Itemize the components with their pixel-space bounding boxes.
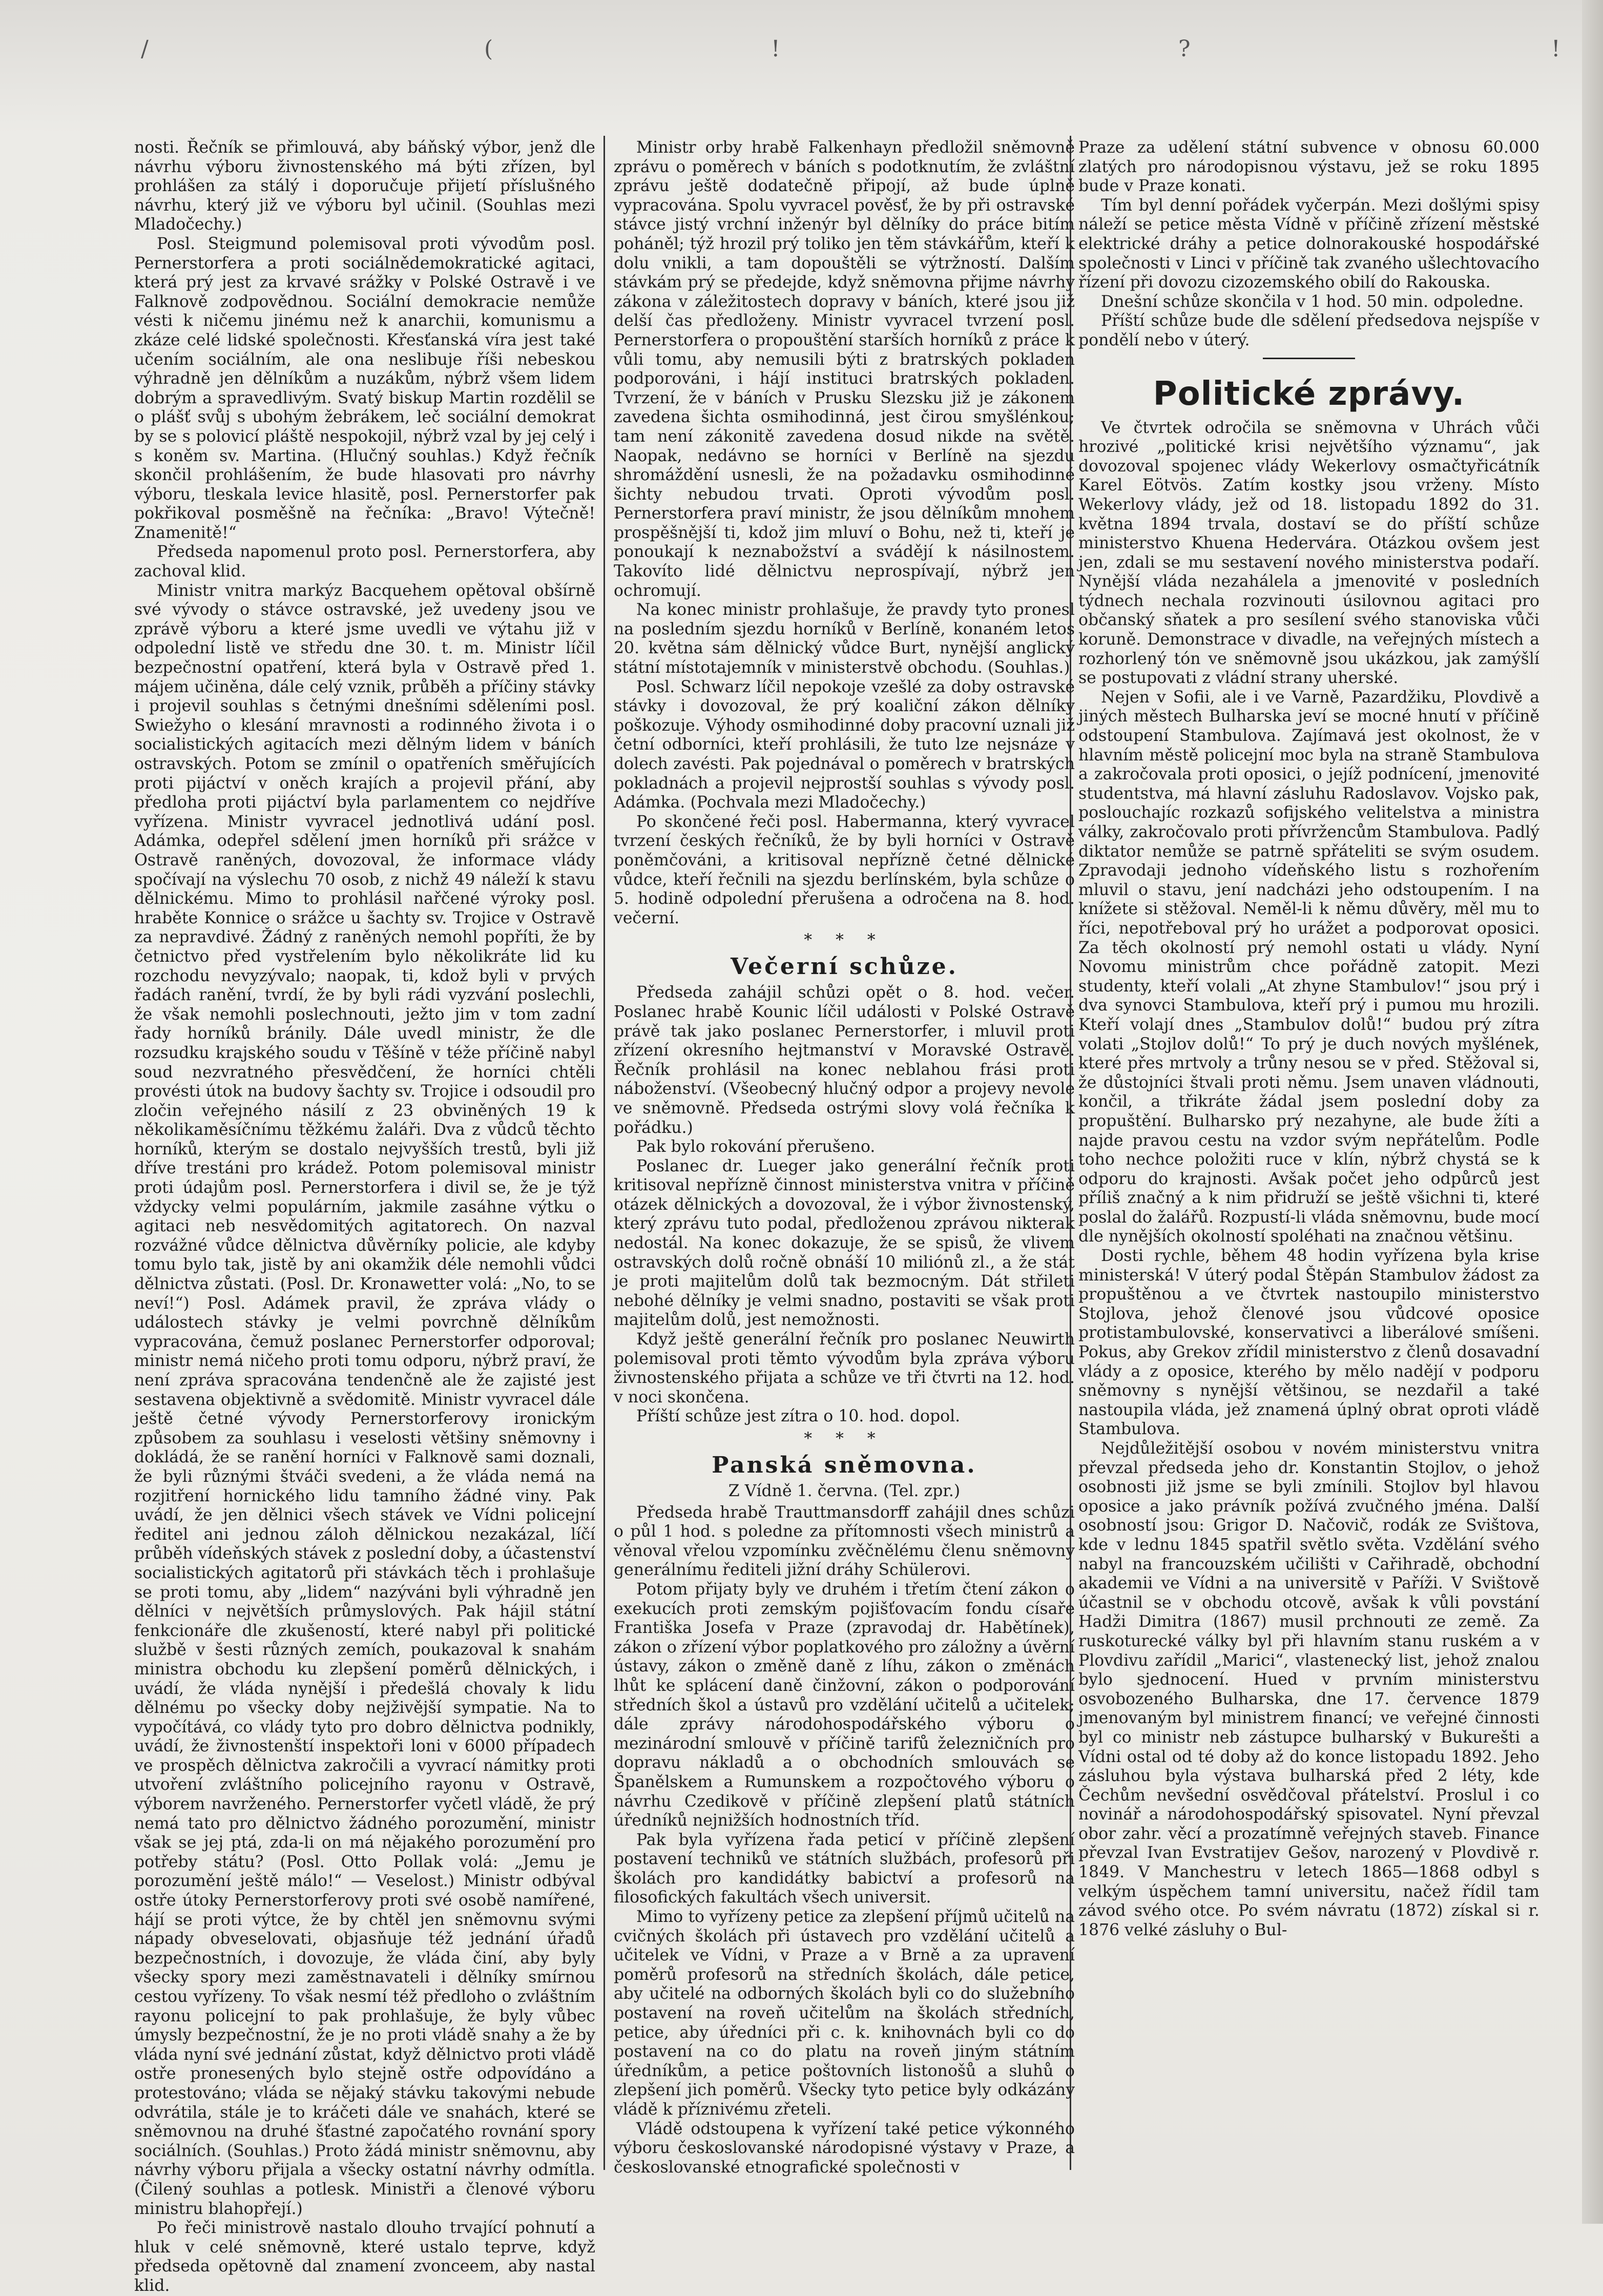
paragraph: Poslanec dr. Lueger jako generální řečník proti kritisoval nepřízně činnost ministerstva vnitra v příčině otázek dělnických a dovozoval, že i výbor živnostenský, který zprávu tuto podal, předloženou zprávou nikterak nedostál. Na konec dokazuje, že se spisů, že vlivem ostravských dolů ročně obnáší 10 miliónů zl., a že stát je proti majitelům dolů tak bezmocným. Dát střileti nebohé dělníky je velmi snadno, postaviti se však proti majitelům dolů, jest nemožnosti. — [614, 1156, 1075, 1330]
dateline: Z Vídně 1. června. (Tel. zpr.) — [728, 1482, 961, 1500]
paragraph: Tím byl denní pořádek vyčerpán. Mezi došlými spisy náleží se petice města Vídně v příčině zřízení městské elektrické dráhy a petice dolnorakouské hospodářské společnosti v Linci v příčině tak zvaného ušlechtovacího řízení při dovozu cizozemského obilí do Rakouska. — [1078, 196, 1539, 292]
column-rule — [603, 136, 605, 2170]
section-heading-panska: Panská sněmovna. — [712, 1452, 977, 1478]
paragraph: Posl. Steigmund polemisoval proti vývodům posl. Pernerstorfera a proti sociálnědemokratické agitaci, která prý jest za krvavé srážky v Polské Ostravě i ve Falknově zodpovědnou. Sociální demokracie nemůže vésti k ničemu jinému než k anarchii, komunismu a zkáze celé lidské společnosti. Křesťanská víra jest také učením sociálním, ale ona neslibuje říši nebeskou výhradně jen dělníkům a nuzákům, nýbrž všem lidem dobrým a spravedlivým. Svatý biskup Martin rozdělil se o plášť svůj s ubohým žebrákem, leč sociální demokrat by se s polovicí pláště nespokojil, nýbrž vzal by jej celý i s koněm sv. Martina. (Hlučný souhlas.) Když řečník skončil prohlášením, že bude hlasovati pro návrhy výboru, tleskala levice hlasitě, posl. Pernerstorfer pak pokřikoval posměšně na řečníka: „Bravo! Výtečně! Znamenitě!“ — [134, 234, 595, 542]
paragraph: nosti. Řečník se přimlouvá, aby báňský výbor, jenž dle návrhu výboru živnostenského má býti zřízen, byl prohlášen za stálý i doporučuje přijetí příslušného návrhu, který již ve výboru byl učinil. (Souhlas mezi Mladočechy.) — [134, 138, 595, 234]
section-heading-politicke: Politické zprávy. — [1153, 375, 1465, 413]
paragraph: Když ještě generální řečník pro poslanec Neuwirth polemisoval proti těmto vývodům byla zpráva výboru živnostenského přijata a schůze ve tři čtvrti na 12. hod. v noci skončena. — [614, 1330, 1075, 1406]
margin-mark: ? — [1178, 36, 1191, 62]
paragraph: Po skončené řeči posl. Habermanna, který vyvracel tvrzení českých řečníků, že by byli horníci v Ostravě poněmčováni, a kritisoval nepřízně četné dělnické vůdce, kteří řečnili na sjezdu berlínském, byla schůze o 5. hodině odpolední přerušena a odročena na 8. hod. večerní. — [614, 812, 1075, 927]
section-heading-vecerni: Večerní schůze. — [731, 954, 958, 980]
paragraph: Pak byla vyřízena řada peticí v příčině zlepšení postavení techniků ve státních službách, profesorů při školách pro kandidátky babictví a profesorů na filosofických fakultách všech universit. — [614, 1830, 1075, 1907]
paragraph: Posl. Schwarz líčil nepokoje vzešlé za doby ostravské stávky i dovozoval, že prý koaliční zákon dělníky poškozuje. Výhody osmihodinné doby pracovní uznali již četní odborníci, kteří prohlásili, že tuto lze nejsnáze v dolech zavésti. Pak pojednával o poměrech v bratrských pokladnách a projevil nejprostší souhlas s vývody posl. Adámka. (Pochvala mezi Mladočechy.) — [614, 677, 1075, 812]
paragraph: Příští schůze bude dle sdělení předsedova nejspíše v pondělí nebo v úterý. — [1078, 312, 1539, 349]
column-2 — [614, 138, 1075, 2177]
paragraph: Na konec ministr prohlašuje, že pravdy tyto pronesl na posledním sjezdu horníků v Berlíně, konaném letos 20. května sám dělnický vůdce Burt, nynější anglický státní místotajemník v ministerstvě obchodu. (Souhlas.) — [614, 601, 1075, 677]
paragraph: Ve čtvrtek odročila se sněmovna v Uhrách vůči hrozivé „politické krisi největšího významu“, jak dovozoval spojenec vlády Wekerlovy osmačtyřicátník Karel Eötvös. Zatím kostky jsou vrženy. Místo Wekerlovy vlády, jež od 18. listopadu 1892 do 31. května 1894 trvala, dostaví se do příští schůze ministerstvo Khuena Hedervára. Otázkou ovšem jest jen, zdali se mu sestavení nového ministerstva podaří. Nynější vláda nezahálela a jmenovité v posledních týdnech nechala rozvinouti úsilovnou agitaci pro občanský sňatek a pro sesílení svého stanoviska vůči koruně. Demonstrace v divadle, na veřejných místech a rozhorlený tón ve sněmovně jsou ukázkou, jak zamýšlí se postupovati z vládní strany uherské. — [1078, 418, 1539, 688]
margin-mark: ! — [1551, 36, 1560, 62]
paragraph: Předseda hrabě Trauttmansdorff zahájil dnes schůzi o půl 1 hod. s poledne za přítomnosti všech ministrů a věnoval vřelou vzpomínku zvěčnělému členu sněmovny generálnímu řediteli jižní dráhy Schülerovi. — [614, 1503, 1075, 1580]
paragraph: Dosti rychle, během 48 hodin vyřízena byla krise ministerská! V úterý podal Štěpán Stambulov žádost za propuštěnou a ve čtvrtek nastoupilo ministerstvo Stojlova, jehož členové jsou vůdcové oposice protistambulovské, konservativci a liberálové smíšeni. Pokus, aby Grekov zřídil ministerstvo z členů dosavadní vlády a z oposice, kterého by mělo nadějí v podporu sněmovny s nynější většinou, se nezdařil a také nastoupila vláda, jež znamená úplný obrat oproti vládě Stambulova. — [1078, 1247, 1539, 1439]
paragraph: Dnešní schůze skončila v 1 hod. 50 min. odpoledne. — [1101, 292, 1524, 311]
paragraph: Ministr vnitra markýz Bacquehem opětoval obšírně své vývody o stávce ostravské, jež uvedeny jsou ve zprávě výboru a které jsme uvedli ve výtahu již v odpolední listě ve středu dne 30. t. m. Ministr líčil bezpečnostní opatření, která byla v Ostravě před 1. májem učiněna, dále celý vznik, průběh a příčiny stávky i projevil souhlas s četnými dnešními sděleními posl. Swiežyho o klesání mravnosti a rodinného života i o socialistických agitacích mezi dělným lidem v báních ostravských. Potom se zmínil o opatřeních směřujících proti pijáctví v oněch krajích a projevil přání, aby předloha proti pijáctví byla parlamentem co nejdříve vyřízena. Ministr vyvracel jednotlivá udání posl. Adámka, odepřel sdělení jmen horníků při srážce v Ostravě raněných, dovozoval, že informace vlády spočívají na výslechu 70 osob, z nichž 49 náleží k stavu dělnickému. Mimo to prohlásil nařčené výroky posl. hraběte Konnice o srážce u šachty sv. Trojice v Ostravě za nepravdivé. Žádný z raněných nemohl popříti, že by četnictvo před vystřelením bylo několikráte lid ku rozchodu nevyzývalo; naopak, ti, kdož byli v prvých řadách ranění, tvrdí, že by byli rádi vyzvání poslechli, že však nemohli poslechnouti, ježto jim v tom zadní řady horníků bránily. Dále uvedl ministr, že dle rozsudku krajského soudu v Těšíně v téže příčině nabyl soud nezvratného přesvědčení, že horníci chtěli provésti útok na budovy šachty sv. Trojice i odsoudil pro zločin veřejného násilí z 23 obviněných 19 k několikaměsíčnímu těžkému žaláři. Dva z vůdců těchto horníků, kterým se dostalo nejvyšších trestů, byli již dříve trestáni pro krádež. Potom polemisoval ministr proti údajům posl. Pernerstorfera i divil se, že je týž vždycky velmi populárním, jakmile zasáhne výtku o agitaci neb nesvědomitých agitatorech. On nazval rozvážné vůdce dělnictva důvěrníky policie, ale kdyby tomu bylo tak, jistě by ani okamžik déle nemohli vůdci dělnictva zůstati. (Posl. Dr. Kronawetter volá: „No, to se neví!“) Posl. Adámek pravil, že zpráva vlády o událostech stávky je velmi povrchně dělníkům vypracována, čemuž poslanec Pernerstorfer odporoval; ministr nemá ničeho proti tomu odporu, nýbrž praví, že není zpráva spracována tendenčně ale že zajisté jest sestavena objektivně a svědomitě. Ministr vyvracel dále ještě četné vývody Pernerstorferovy ironickým způsobem za souhlasu i veselosti většiny sněmovny i dokládá, že se ranění horníci v Falknově sami doznali, že byli různými štváči svedeni, a že vláda nemá na rozjitření hornického lidu tamního žádné viny. Pak uvádí, že jen dělnici všech stávek ve Vídni policejní ředitel ani jednou záloh dělnickou nezakázal, líčí průběh vídeňských stávek z poslední doby, a účastenství socialistických agitatorů při stávkách těch i prohlašuje se proti tomu, aby „lidem“ nazýváni byli výhradně jen dělníci v největších průmyslových. Pak hájil státní fenkcionáře dle zkušeností, které nabyl při politické službě v šesti různých zemích, poukazoval k snahám ministra obchodu ku zlepšení poměrů dělnických, i uvádí, že vláda nynější i předešlá chovaly k lidu dělnému po všecky doby nejživější sympatie. Na to vypočítává, co vlády tyto pro dobro dělnictva podnikly, uvádí, že živnostenští inspektoři loni v 6000 případech ve prospěch dělnictva zakročili a vyvrací námitky proti utvoření zvláštního policejního rayonu v Ostravě, výborem navrženého. Pernerstorfer vyčetl vládě, že prý nemá tato pro dělnictvo žádného porozumění, ministr však se jej ptá, zda-li on má nějakého porozumění pro potřeby státu? (Posl. Otto Pollak volá: „Jemu je porozumění ještě málo!“ — Veselost.) Ministr odbýval ostře útoky Pernerstorferovy proti své osobě namířené, hájí se proti výtce, že by chtěl jen sněmovnu svými nápady obveselovati, objasňuje též jednání úřadů bezpečnostních, i dovozuje, že vláda činí, aby byly všecky spory mezi zaměstnavateli i dělníky smírnou cestou vyřízeny. To však nesmí též předloho o zvláštním rayonu policejní to pak prohlašuje, že byly vůbec úmysly bezpečnostní, že je no proti vládě snahy a že by vláda nyní své jednání zůstat, když dělnictvo proti vládě ostře pronesených bylo stejně ostře odpovídáno a protestováno; vláda se nějaký stávku takovými nebude odvrátila, stále je to kráčeti dále ve snahách, které se sněmovnou na druhé šťastné započatého rovnání spory sociálních. (Souhlas.) Proto žádá ministr sněmovnu, aby návrhy výboru přijala a všecky ostatní návrhy odmítla. (Čilený souhlas a potlesk. Ministři a členové výboru ministru blahopřejí.) — [134, 581, 595, 2218]
column-3 — [1078, 138, 1539, 2167]
margin-mark: ! — [771, 36, 780, 62]
paragraph: Vládě odstoupena k vyřízení také petice výkonného výboru českoslovanské národopisné výstavy v Praze, a českoslovanské etnografické společnosti v — [614, 2119, 1075, 2177]
page-edge-shadow — [1582, 0, 1603, 2224]
paragraph: Nejdůležitější osobou v novém ministerstvu vnitra převzal předseda jeho dr. Konstantin Stojlov, o jehož osobnosti již jsme se byli zmínili. Stojlov byl hlavou oposice a jako právník požívá zvučného jména. Další osobností jsou: Grigor D. Načovič, rodák ze Svištova, kde v lednu 1845 spatřil světlo světa. Vzdělání svého nabyl na francouzském učilišti v Cařihradě, obchodní akademii ve Vídni a na universitě v Paříži. V Svištově účastnil se v obchodu otcově, avšak k vůli povstání Hadži Dimitra (1867) musil prchnouti ze země. Za ruskoturecké války byl při hlavním stanu ruském a v Plovdivu zařídil „Marici“, vlastenecký list, jehož znalou bylo sjednocení. Hued v prvním ministerstvu osvobozeného Bulharska, dne 17. července 1879 jmenovaným byl ministrem financí; ve veřejné činnosti byl co ministr neb zástupce bulharský v Bukurešti a Vídni ostal od té doby až do konce listopadu 1892. Jeho zásluhou byla výstava bulharská před 2 léty, kde Čechům nevšední osvědčoval přátelství. Proslul i co novinář a národohospodářský spisovatel. Nyní převzal obor zahr. věcí a prozatímně veřejných staveb. Finance převzal Ivan Evstratijev Gešov, narozený v Plovdivě r. 1849. V Manchestru v letech 1865—1868 odbyl s velkým úspěchem tamní universitu, načež řídil tam závod svého otce. Po svém návratu (1872) získal si r. 1876 velké zásluhy o Bul- — [1078, 1439, 1539, 1939]
paragraph: Příští schůze jest zítra o 10. hod. dopol. — [636, 1407, 961, 1426]
paragraph: Nejen v Sofii, ale i ve Varně, Pazardžiku, Plovdivě a jiných městech Bulharska jeví se mocné hnutí v příčině odstoupení Stambulova. Zajímavá jest okolnost, že v hlavním městě policejní moc byla na straně Stambulova a zakročovala proti oposici, o jejíž podnícení, jmenovité studentstva, má hlavní zásluhu Radoslavov. Vojsko pak, poslouchajíc rozkazů sofijského velitelstva a ministra války, zakročovalo proti přívržencům Stambulova. Padlý diktator nemůže se patrně spřáteliti se svým osudem. Zpravodaji jednoho vídeňského listu s rozhořením mluvil o stavu, jení nadcházi jeho odstoupením. I na knížete si stěžoval. Neměl-li k němu důvěry, měl mu to říci, nepotřeboval prý ho urážet a podporovat oposici. Za těch okolností prý nemohl ostati u vlády. Nyní Novomu ministrům chce pořádně zatopit. Mezi studenty, kteří volali „At zhyne Stambulov!“ jsou prý i dva synovci Stambulova, kteří prý i pumou mu hrozili. Kteří volají dnes „Stambulov dolů!“ budou prý zítra volati „Stojlov dolů!“ To prý je duch nových myšlének, které přes mrtvoly a trůny nesou se v před. Stěžoval si, že důstojníci štvali proti němu. Jsem unaven vládnouti, končil, a třikráte žádal jsem poslední doby za propuštění. Bulharsko prý nezahyne, ale bude žíti a najde pravou cestu na vzdor svým nepřátelům. Podle toho nechce položiti ruce v klín, nýbrž chystá se k odporu do krajnosti. Avšak počet jeho odpůrců jest příliš značný a k nim přidruží se ještě všichni ti, které poslal do žalářů. Rozpustí-li vláda sněmovnu, bude mocí dle nynějších okolností spoléhati na značnou většinu. — [1078, 688, 1539, 1246]
paragraph: Potom přijaty byly ve druhém i třetím čtení zákon o exekucích proti zemským pojišťovacím fondu císaře Františka Josefa v Praze (zpravodaj dr. Habětínek), zákon o zřízení výbor poplatkového pro záložny a úvěrní ústavy, zákon o změně daně z líhu, zákon o změnách lhůt ke splácení daně činžovní, zákon o podporování středních škol a ústavů pro vzdělání učitelů a učitelek; dále zprávy národohospodářského výboru o mezinárodní smlouvě v příčině tarifů železničních pro dopravu nákladů a o obchodních smlouvách se Španělskem a Rumunskem a rozpočtového výboru o návrhu Czedikově v příčině zlepšení platů státních úředníků nejnižších hodnostních tříd. — [614, 1580, 1075, 1830]
section-rule — [1263, 358, 1355, 359]
paragraph: Ministr orby hrabě Falkenhayn předložil sněmovně zprávu o poměrech v báních s podotknutím, že zvláštní zprávu ještě dodatečně připojí, až bude úplně vypracována. Spolu vyvracel pověsť, že by při ostravské stávce jistý vrchní inženýr byl dělníky do práce bitím poháněl; týž hrozil prý toliko jen těm stávkářům, kteří k dolu vnikli, a tam dopouštěli se výtržností. Dalším stávkám prý se předejde, když sněmovna přijme návrhy zákona v záležitostech dopravy v báních, které jsou již delší čas předloženy. Ministr vyvracel tvrzení posl. Pernerstorfera o propouštění starších horníků z práce k vůli tomu, aby nemusili býti z bratrských pokladen podporováni, i hájí instituci bratrských pokladen. Tvrzení, že v báních v Prusku Slezsku již je zákonem zavedena šichta osmihodinná, jest čirou smyšlénkou; tam není zákonitě zavedena dosud nikde na světě. Naopak, nedávno se horníci v Berlíně na sjezdu shromáždění usnesli, že na požadavku osmihodinné šichty nebudou trvati. Oproti vývodům posl. Pernerstorfera praví ministr, že jsou dělníkům mnohem prospěšnější ti, kdož jim mluví o Bohu, než ti, kteří je ponoukají k neznabožství a svádějí k násilnostem. Takovíto lidé dělnictvu neprospívají, nýbrž jen ochromují. — [614, 138, 1075, 600]
paragraph: Předseda zahájil schůzi opět o 8. hod. večer. Poslanec hrabě Kounic líčil události v Polské Ostravě právě tak jako poslanec Pernerstorfer, i mluvil proti zřízení okresního hejtmanství v Moravské Ostravě. Řečník prohlásil na konec neblahou frási proti náboženství. (Všeobecný hlučný odpor a projevy nevole ve sněmovně. Předseda ostrými slovy volá řečníka k pořádku.) — [614, 983, 1075, 1137]
paragraph: Pak bylo rokování přerušeno. — [636, 1137, 876, 1156]
margin-mark: ( — [484, 36, 493, 62]
paragraph: Praze za udělení státní subvence v obnosu 60.000 zlatých pro národopisnou výstavu, jež se roku 1895 bude v Praze konati. — [1078, 138, 1539, 196]
margin-mark: / — [141, 36, 149, 62]
section-ornament: * * * — [804, 1430, 885, 1448]
paragraph: Předseda napomenul proto posl. Pernerstorfera, aby zachoval klid. — [134, 543, 595, 581]
section-ornament: * * * — [804, 931, 885, 950]
paragraph: Po řeči ministrově nastalo dlouho trvající pohnutí a hluk v celé sněmovně, které ustalo teprve, když předseda opětovně dal znamení zvonceem, aby nastal klid. — [134, 2219, 595, 2295]
column-1 — [134, 138, 595, 2295]
paragraph: Mimo to vyřízeny petice za zlepšení příjmů učitelů na cvičných školách při ústavech pro vzdělání učitelů a učitelek ve Vídni, v Praze a v Brně a za upravení poměrů profesorů na středních školách, dále petice, aby učitelé na odborných školách byli co do služebního postavení na roveň učitelům na školách středních, petice, aby úředníci při c. k. knihovnách byli co do postavení na co do platu na roveň jiným státním úředníkům, a petice poštovních listonošů a sluhů o zlepšení jich poměrů. Všecky tyto petice byly odkázány vládě k příznivému zřeteli. — [614, 1908, 1075, 2119]
